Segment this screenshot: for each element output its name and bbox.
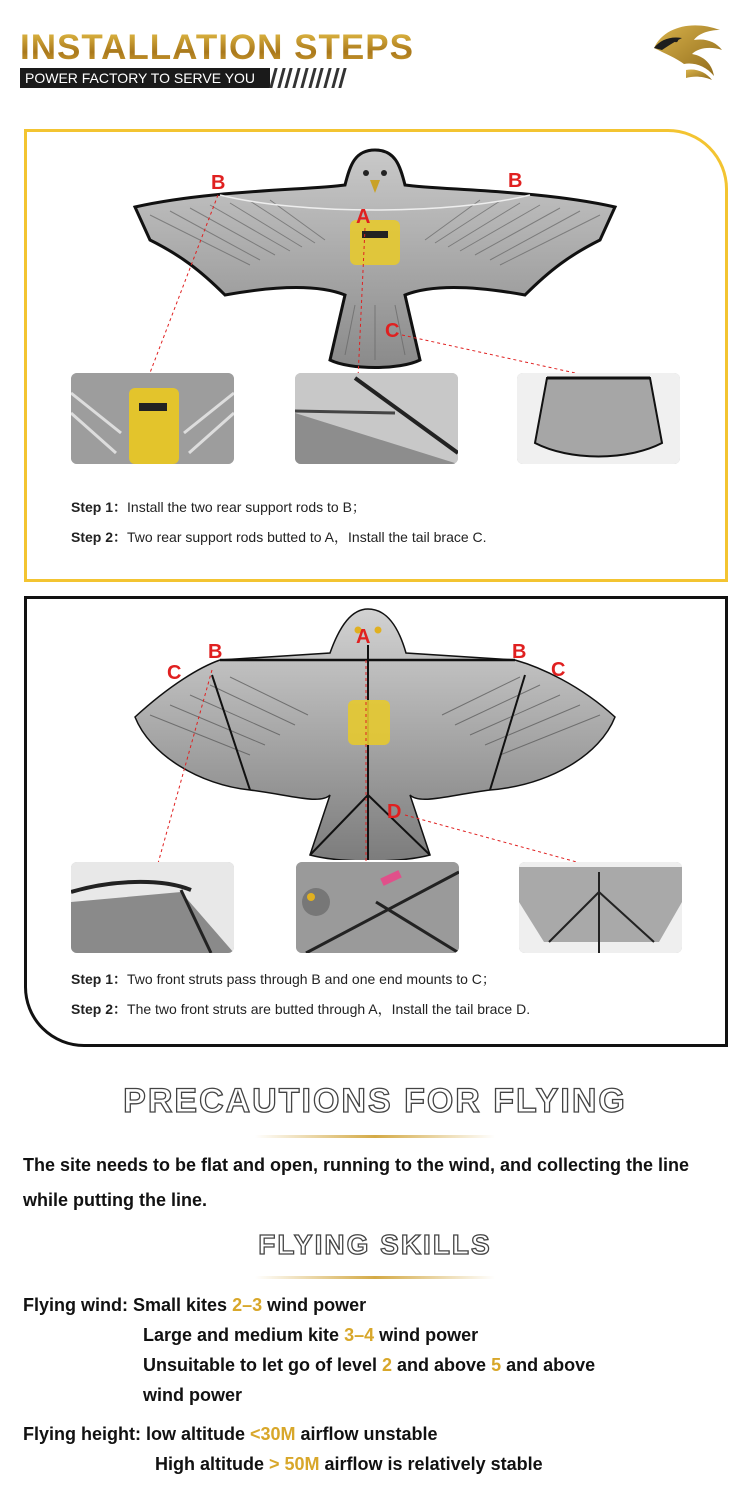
text: Small kites [128,1295,233,1315]
detail-photo-center-a [71,373,234,464]
step-1-rear [71,492,366,522]
precautions-title: PRECAUTIONS FOR FLYING [123,1082,627,1120]
flying-height-line-2 [155,1449,543,1479]
wind-level: 5 [491,1355,502,1375]
text: Unsuitable to let go of level [143,1355,383,1375]
flying-height-line-1 [23,1419,438,1449]
text: airflow is relatively stable [319,1454,543,1474]
title-underline [255,1276,495,1279]
text: High altitude [155,1454,269,1474]
text: wind power [262,1295,367,1315]
text: low altitude [140,1424,250,1444]
text: and above [392,1355,492,1375]
wind-level: 2–3 [232,1295,263,1315]
leader-lines-front [0,590,750,890]
point-label-b-right: B [512,641,527,663]
flying-skills-title: FLYING SKILLS [258,1229,492,1260]
point-label-b-left: B [211,172,226,194]
step-label: Step 1： [71,971,128,987]
detail-photo-strut-c [71,862,234,953]
flying-wind-line-3 [143,1350,595,1380]
flying-wind-label: Flying wind: [23,1295,128,1315]
step-text: Two rear support rods butted to A，Install the tail brace C. [127,529,487,545]
point-label-c-left: C [167,662,182,684]
step-label: Step 1： [71,499,128,515]
step-1-front [71,964,496,994]
flying-wind-line-2 [143,1320,478,1350]
text: airflow unstable [295,1424,438,1444]
wind-level: 2 [382,1355,393,1375]
flying-wind-line-1 [23,1290,366,1320]
text: Large and medium kite [143,1325,345,1345]
precautions-text: The site needs to be flat and open, running to the wind, and collecting the line while putting the line. [23,1155,690,1210]
step-2-front [71,994,530,1024]
point-label-b-right: B [508,170,523,192]
detail-photo-strut-a [296,862,459,953]
detail-photo-rod-b [295,373,458,464]
detail-photo-tail-c [517,373,680,464]
altitude-value: <30M [250,1424,296,1444]
step-label: Step 2： [71,529,128,545]
subtitle-banner: POWER FACTORY TO SERVE YOU [20,68,270,88]
step-2-rear [71,522,487,552]
point-label-d: D [387,801,402,823]
point-label-b-left: B [208,641,223,663]
text: and above [501,1355,596,1375]
wind-level: 3–4 [344,1325,375,1345]
step-text: The two front struts are butted through A，Install the tail brace D. [127,1001,531,1017]
step-text: Install the two rear support rods to B； [127,499,366,515]
point-label-c-right: C [551,659,566,681]
step-text: Two front struts pass through B and one end mounts to C； [127,971,496,987]
detail-photo-tail-d [519,862,682,953]
step-label: Step 2： [71,1001,128,1017]
altitude-value: > 50M [269,1454,320,1474]
point-label-c: C [385,320,400,342]
point-label-a: A [356,206,371,228]
point-label-a: A [356,626,371,648]
flying-height-label: Flying height: [23,1424,141,1444]
title-underline [255,1135,495,1138]
text: wind power [374,1325,479,1345]
flying-wind-line-4: wind power [143,1385,242,1405]
page-title: INSTALLATION STEPS [20,28,414,67]
